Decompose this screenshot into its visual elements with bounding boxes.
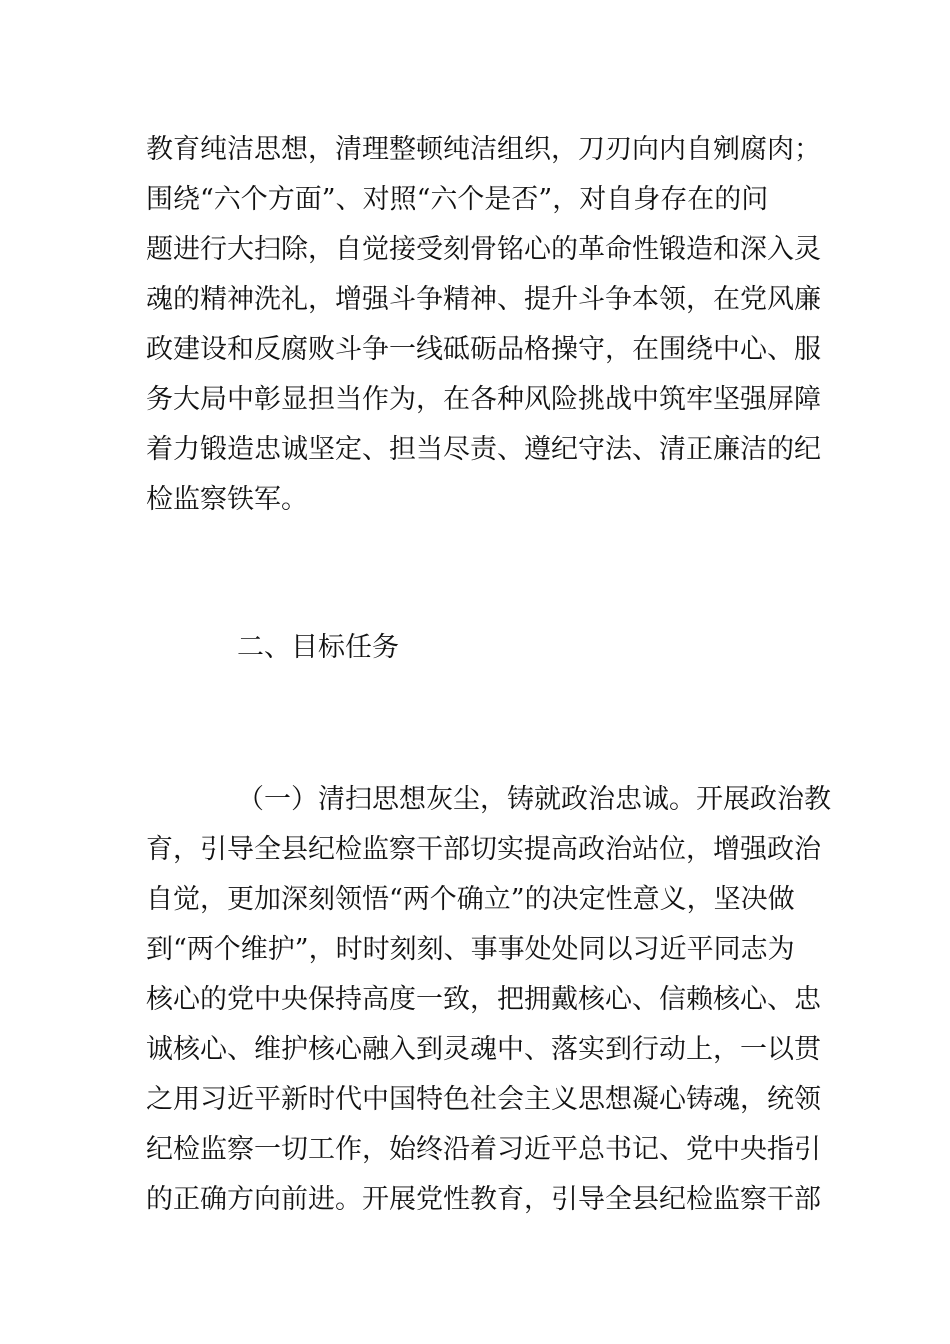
paragraph-2-line-6: 诚核心、维护核心融入到灵魂中、落实到行动上，一以贯 [146, 1034, 821, 1065]
paragraph-2-line-7: 之用习近平新时代中国特色社会主义思想凝心铸魂，统领 [146, 1084, 821, 1115]
paragraph-1-line-4: 魂的精神洗礼，增强斗争精神、提升斗争本领，在党风廉 [146, 284, 821, 315]
paragraph-1-line-5: 政建设和反腐败斗争一线砥砺品格操守，在围绕中心、服 [146, 334, 821, 365]
section-heading: 二、目标任务 [237, 632, 399, 663]
paragraph-2-first-line: （一）清扫思想灰尘，铸就政治忠诚。开展政治教 [237, 784, 831, 815]
paragraph-1-line-7: 着力锻造忠诚坚定、担当尽责、遵纪守法、清正廉洁的纪 [146, 434, 821, 465]
paragraph-1-line-2: 围绕“六个方面”、对照“六个是否”，对自身存在的问 [146, 184, 769, 215]
paragraph-2-line-2: 育，引导全县纪检监察干部切实提高政治站位，增强政治 [146, 834, 821, 865]
paragraph-1-line-3: 题进行大扫除，自觉接受刻骨铭心的革命性锻造和深入灵 [146, 234, 821, 265]
paragraph-1-line-8: 检监察铁军。 [146, 484, 308, 515]
paragraph-2-line-8: 纪检监察一切工作，始终沿着习近平总书记、党中央指引 [146, 1134, 821, 1165]
paragraph-1-line-1: 教育纯洁思想，清理整顿纯洁组织，刀刃向内自剜腐肉； [146, 134, 821, 165]
paragraph-2-line-9: 的正确方向前进。开展党性教育，引导全县纪检监察干部 [146, 1184, 821, 1215]
paragraph-1-line-6: 务大局中彰显担当作为，在各种风险挑战中筑牢坚强屏障 [146, 384, 821, 415]
paragraph-2-line-4: 到“两个维护”，时时刻刻、事事处处同以习近平同志为 [146, 934, 795, 965]
paragraph-2-line-3: 自觉，更加深刻领悟“两个确立”的决定性意义，坚决做 [146, 884, 795, 915]
paragraph-2-line-5: 核心的党中央保持高度一致，把拥戴核心、信赖核心、忠 [146, 984, 821, 1015]
